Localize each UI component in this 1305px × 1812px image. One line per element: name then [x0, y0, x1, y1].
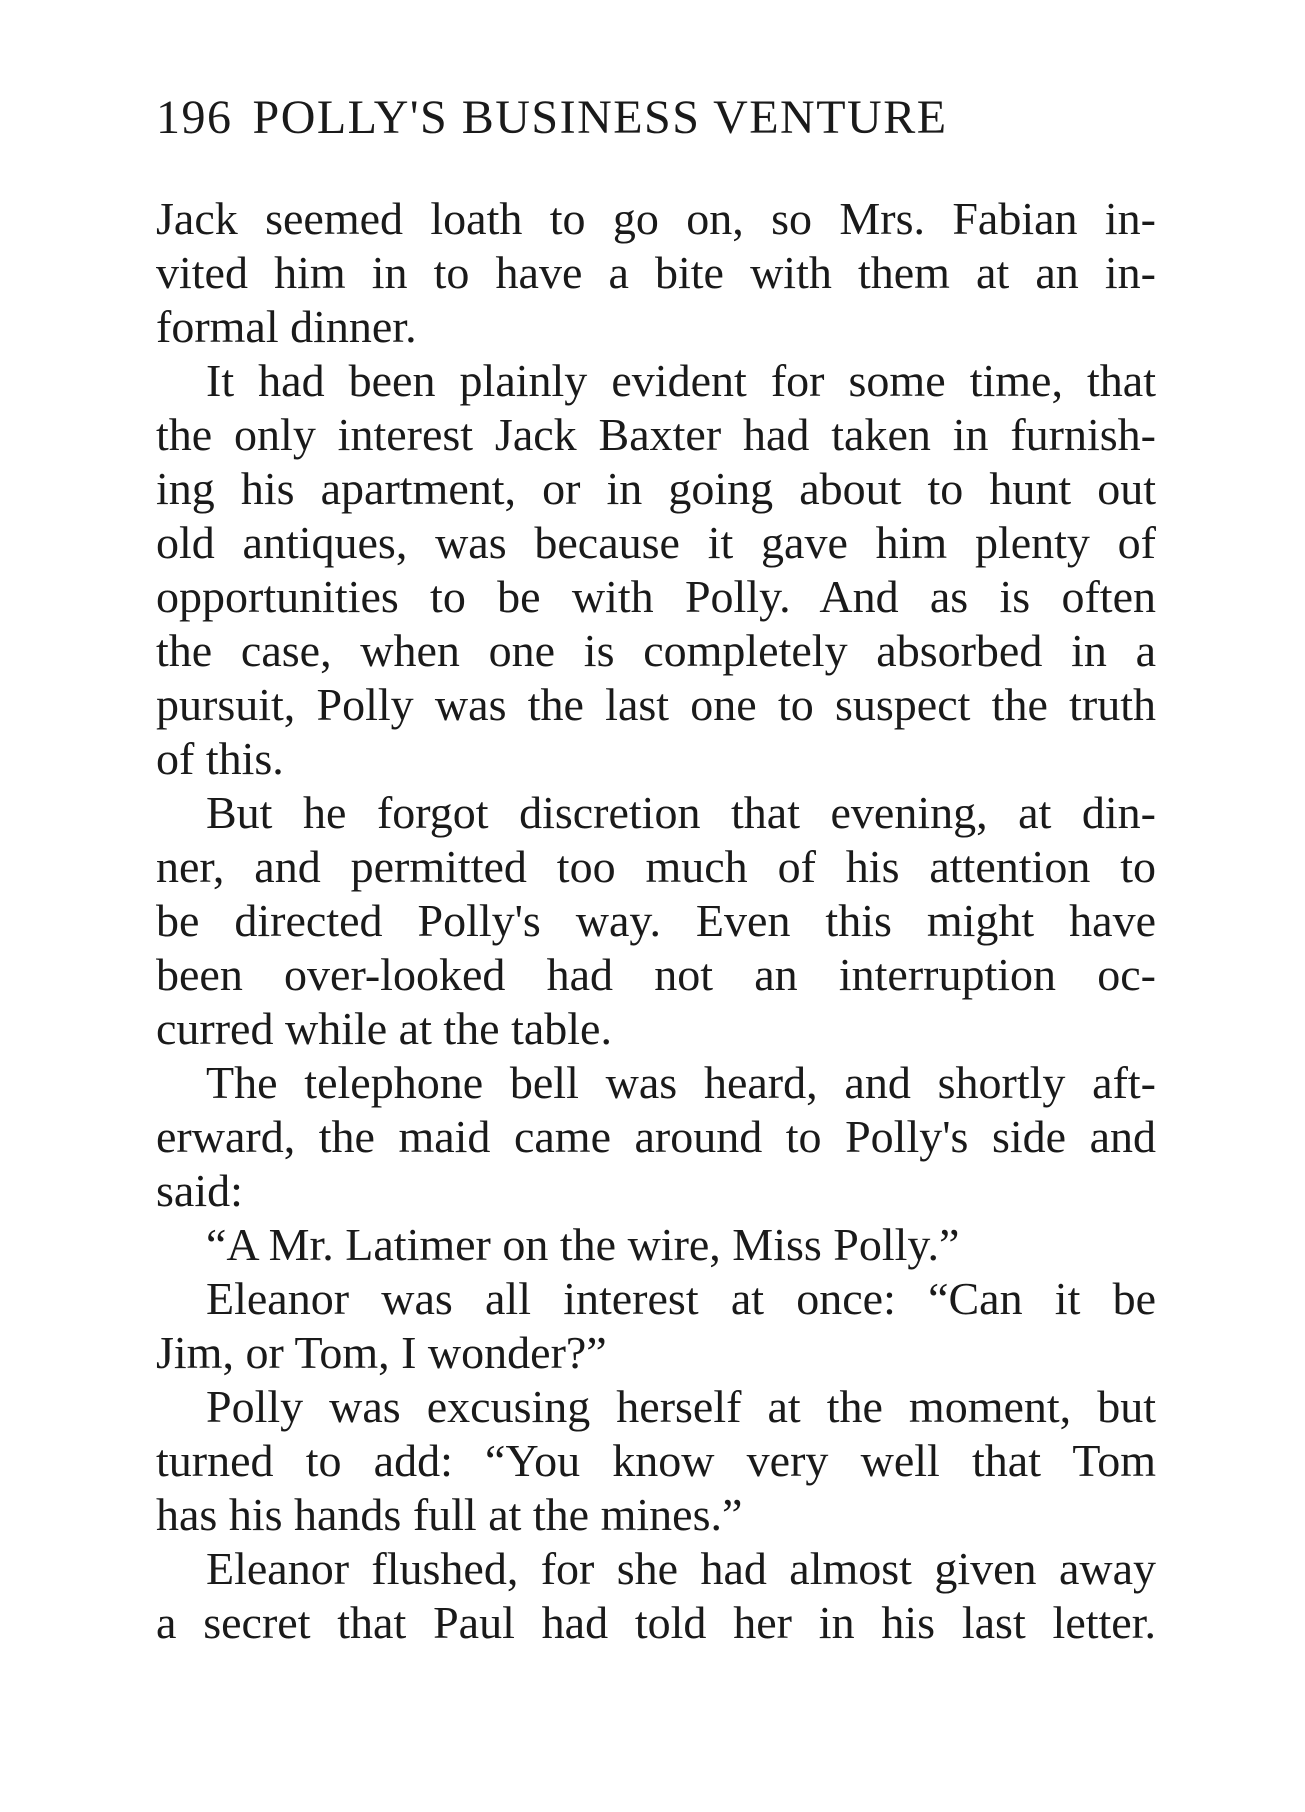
text-line: But he forgot discretion that evening, at din- [206, 787, 1156, 838]
text-line: been over-looked had not an interruption oc- [156, 949, 1156, 1000]
text-line: curred while at the table. [156, 1003, 612, 1054]
text-line: pursuit, Polly was the last one to suspect the truth [156, 679, 1156, 730]
text-line: erward, the maid came around to Polly's side and [156, 1111, 1156, 1162]
text-line: be directed Polly's way. Even this might have [156, 895, 1156, 946]
text-line: of this. [156, 733, 284, 784]
text-line: Eleanor was all interest at once: “Can it be [206, 1273, 1156, 1324]
text-line: Jack seemed loath to go on, so Mrs. Fabian in- [156, 193, 1156, 244]
page-number: 196 [156, 91, 233, 144]
text-line: a secret that Paul had told her in his last letter. [156, 1597, 1156, 1648]
text-line: “A Mr. Latimer on the wire, Miss Polly.” [206, 1219, 960, 1270]
running-title: POLLY'S BUSINESS VENTURE [252, 91, 948, 144]
text-line: Polly was excusing herself at the moment, but [206, 1381, 1156, 1432]
text-line: ner, and permitted too much of his attention to [156, 841, 1156, 892]
text-line: the only interest Jack Baxter had taken in furnish- [156, 409, 1156, 460]
text-line: old antiques, was because it gave him plenty of [156, 517, 1156, 568]
text-line: Eleanor flushed, for she had almost given away [206, 1543, 1156, 1594]
text-line: opportunities to be with Polly. And as is often [156, 571, 1156, 622]
text-line: turned to add: “You know very well that Tom [156, 1435, 1156, 1486]
text-line: vited him in to have a bite with them at an in- [156, 247, 1156, 298]
text-line: the case, when one is completely absorbed in a [156, 625, 1156, 676]
text-line: It had been plainly evident for some time, that [206, 355, 1156, 406]
text-line: formal dinner. [156, 301, 417, 352]
body-text [156, 192, 1156, 1650]
text-line: said: [156, 1165, 243, 1216]
text-line: has his hands full at the mines.” [156, 1489, 743, 1540]
text-line: Jim, or Tom, I wonder?” [156, 1327, 607, 1378]
text-line: The telephone bell was heard, and shortly aft- [206, 1057, 1156, 1108]
running-header [156, 88, 948, 148]
text-line: ing his apartment, or in going about to hunt out [156, 463, 1156, 514]
